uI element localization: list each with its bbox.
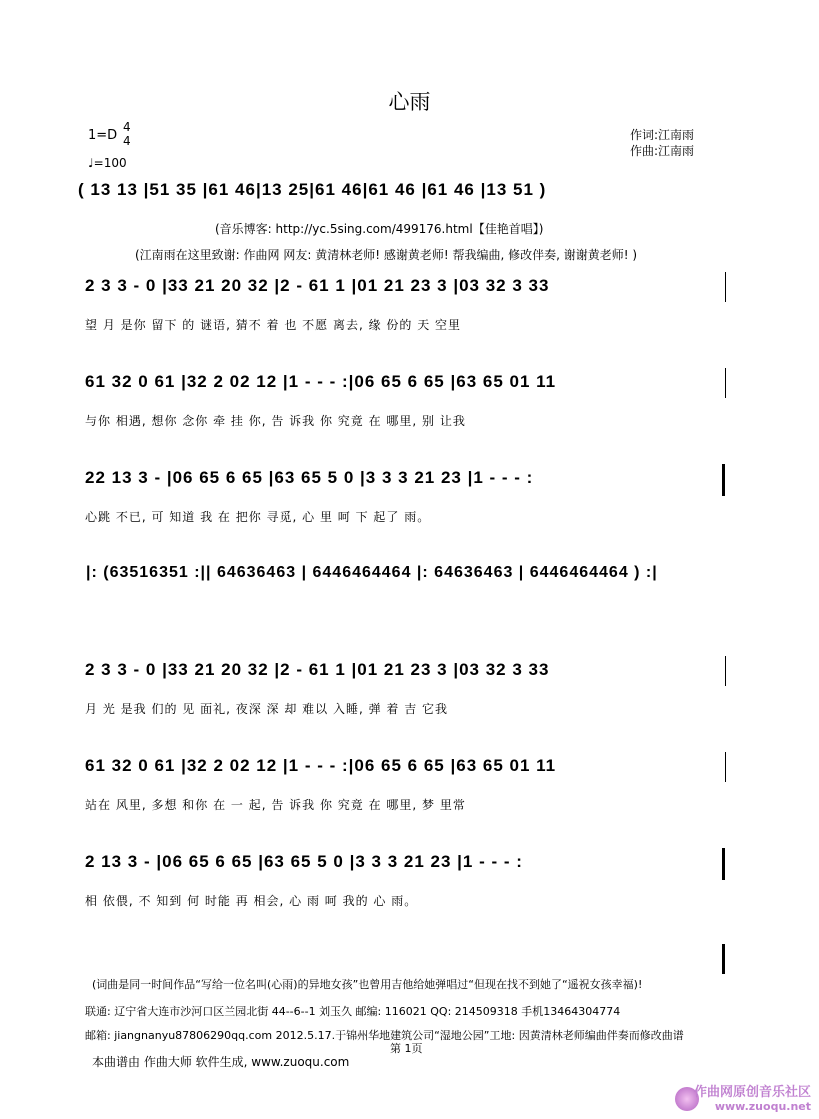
system-6-lyrics: 站在 风里, 多想 和你 在 一 起, 告 诉我 你 究竟 在 哪里, 梦 里常 — [85, 798, 466, 812]
dedication-note: (词曲是同一时间作品“写给一位名叫(心雨)的异地女孩”也曾用吉他给她弹唱过“但现在找不到她了“遥祝女孩幸福)! — [92, 978, 643, 991]
credits — [630, 127, 694, 159]
barline — [725, 656, 726, 686]
system-7-notes: 2 13 3 - |06 65 6 65 |63 65 5 0 |3 3 3 21 23 |1 - - - : — [85, 852, 523, 871]
intro-line: ( 13 13 |51 35 |61 46|13 25|61 46|61 46 |61 46 |13 51 ) — [78, 180, 547, 199]
time-signature — [123, 120, 131, 148]
system-5-lyrics: 月 光 是我 们的 见 面礼, 夜深 深 却 难以 入睡, 弹 着 吉 它我 — [85, 702, 449, 716]
time-sig-bottom: 4 — [123, 134, 131, 148]
generator-note: 本曲谱由 作曲大师 软件生成, www.zuoqu.com — [92, 1055, 350, 1069]
tempo-marking: ♩=100 — [88, 156, 127, 170]
system-2-lyrics: 与你 相遇, 想你 念你 牵 挂 你, 告 诉我 你 究竟 在 哪里, 别 让我 — [85, 414, 466, 428]
system-6-notes: 61 32 0 61 |32 2 02 12 |1 - - - :|06 65 6 65 |63 65 01 11 — [85, 756, 557, 775]
watermark-url: www.zuoqu.net — [714, 1100, 811, 1113]
barline — [725, 368, 726, 398]
contact-info: 联通: 辽宁省大连市沙河口区兰园北街 44--6--1 刘玉久 邮编: 116021 QQ: 214509318 手机13464304774 — [85, 1005, 621, 1018]
song-title: 心雨 — [388, 90, 431, 114]
key-signature: 1=D — [88, 128, 118, 143]
watermark-title: 作曲网原创音乐社区 — [693, 1085, 811, 1100]
barline — [725, 752, 726, 782]
system-3-notes: 22 13 3 - |06 65 6 65 |63 65 5 0 |3 3 3 21 23 |1 - - - : — [85, 468, 534, 487]
final-barline — [722, 848, 725, 880]
system-7-lyrics: 相 依偎, 不 知到 何 时能 再 相会, 心 雨 呵 我的 心 雨。 — [85, 894, 418, 908]
email-info: 邮箱: jiangnanyu87806290qq.com 2012.5.17.于锦州华地建筑公司“湿地公园”工地: 因黄清林老师编曲伴奏而修改曲谱 — [85, 1029, 684, 1042]
system-4-notes: |: (63516351 :|| 64636463 | 6446464464 |: 64636463 | 6446464464 ) :| — [86, 564, 658, 581]
final-barline — [722, 464, 725, 496]
time-sig-top: 4 — [123, 120, 131, 134]
composer: 作曲:江南雨 — [630, 144, 695, 158]
lyricist: 作词:江南雨 — [630, 128, 695, 142]
thanks-note: (江南雨在这里致谢: 作曲网 网友: 黄清林老师! 感谢黄老师! 帮我编曲, 修改伴奏, 谢谢黄老师! ) — [135, 248, 638, 262]
system-1-lyrics: 望 月 是你 留下 的 谜语, 猜不 着 也 不愿 离去, 缘 份的 天 空里 — [85, 318, 462, 332]
page-number: 第 1页 — [390, 1042, 423, 1055]
blog-note: (音乐博客: http://yc.5sing.com/499176.html【佳艳首唱】) — [215, 222, 544, 236]
system-2-notes: 61 32 0 61 |32 2 02 12 |1 - - - :|06 65 6 65 |63 65 01 11 — [85, 372, 557, 391]
barline — [725, 272, 726, 302]
system-3-lyrics: 心跳 不已, 可 知道 我 在 把你 寻觅, 心 里 呵 下 起了 雨。 — [85, 510, 431, 524]
system-1-notes: 2 3 3 - 0 |33 21 20 32 |2 - 61 1 |01 21 23 3 |03 32 3 33 — [85, 276, 550, 295]
watermark — [694, 1081, 811, 1113]
system-5-notes: 2 3 3 - 0 |33 21 20 32 |2 - 61 1 |01 21 23 3 |03 32 3 33 — [85, 660, 550, 679]
end-barline — [722, 944, 725, 974]
